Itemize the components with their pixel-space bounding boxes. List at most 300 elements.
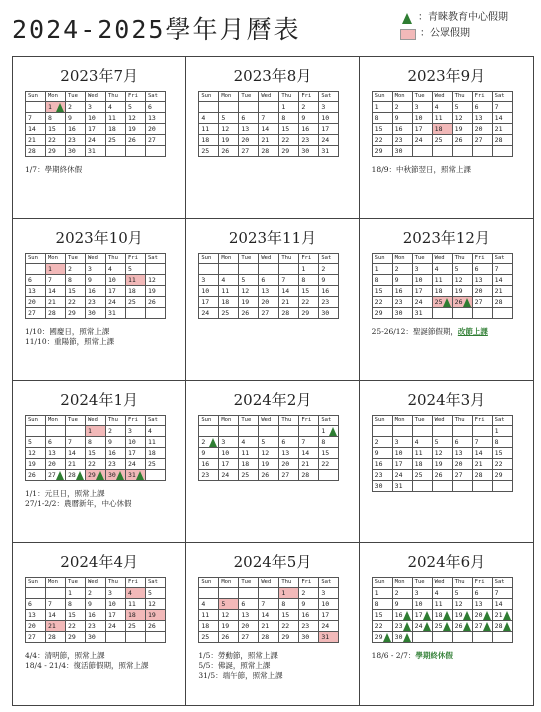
day-cell: 22	[319, 459, 339, 470]
day-cell	[259, 102, 279, 113]
day-cell: 25	[199, 146, 219, 157]
weekday-header: Thu	[106, 92, 126, 102]
day-cell	[472, 146, 492, 157]
day-cell: 29	[66, 632, 86, 643]
day-cell: 8	[372, 599, 392, 610]
day-cell: 12	[452, 275, 472, 286]
day-cell: 12	[452, 113, 472, 124]
day-cell	[492, 146, 512, 157]
day-cell	[126, 146, 146, 157]
note-text: 27/1-2/2：農曆新年，中心休假	[25, 499, 132, 508]
day-cell: 12	[26, 448, 46, 459]
day-cell: 19	[432, 459, 452, 470]
day-cell: 9	[299, 599, 319, 610]
day-cell: 4	[239, 437, 259, 448]
day-cell: 27	[146, 135, 166, 146]
weekday-header: Mon	[219, 416, 239, 426]
day-cell	[432, 481, 452, 492]
day-cell: 11	[126, 275, 146, 286]
note-line	[25, 651, 185, 661]
day-cell: 25	[219, 308, 239, 319]
day-cell: 19	[452, 286, 472, 297]
day-cell: 18	[126, 610, 146, 621]
weekday-header: Tue	[239, 416, 259, 426]
day-cell: 1	[299, 264, 319, 275]
day-cell: 23	[392, 135, 412, 146]
day-cell: 17	[412, 124, 432, 135]
day-cell: 5	[219, 113, 239, 124]
day-cell: 10	[392, 448, 412, 459]
day-cell: 18	[432, 286, 452, 297]
day-cell: 26	[259, 470, 279, 481]
month-card	[186, 381, 359, 543]
day-cell: 14	[472, 448, 492, 459]
week-row	[199, 297, 339, 308]
weekday-header: Wed	[86, 578, 106, 588]
note-text: 1/7：學期終休假	[25, 165, 83, 174]
weekday-header: Thu	[452, 416, 472, 426]
day-cell: 16	[86, 610, 106, 621]
month-notes	[25, 651, 185, 671]
day-cell: 2	[392, 102, 412, 113]
day-cell: 16	[299, 610, 319, 621]
day-cell: 20	[46, 459, 66, 470]
day-cell: 5	[126, 102, 146, 113]
day-cell	[219, 588, 239, 599]
note-text: 18/9：中秋節翌日，照常上課	[371, 165, 471, 174]
day-cell: 3	[412, 102, 432, 113]
day-cell: 8	[86, 437, 106, 448]
month-notes	[372, 651, 533, 661]
day-cell: 21	[492, 610, 512, 621]
weekday-header: Sun	[372, 254, 392, 264]
weekday-header: Thu	[279, 92, 299, 102]
day-cell: 9	[392, 113, 412, 124]
day-cell: 19	[259, 459, 279, 470]
note-line	[25, 489, 185, 499]
day-cell: 14	[279, 286, 299, 297]
day-cell: 24	[106, 297, 126, 308]
day-cell: 13	[279, 448, 299, 459]
day-cell: 20	[239, 621, 259, 632]
day-cell: 5	[126, 264, 146, 275]
weekday-header: Wed	[86, 254, 106, 264]
day-cell: 30	[299, 632, 319, 643]
day-cell: 19	[146, 286, 166, 297]
day-cell: 8	[299, 275, 319, 286]
day-cell: 2	[299, 102, 319, 113]
day-cell: 6	[259, 275, 279, 286]
day-cell: 4	[126, 588, 146, 599]
day-cell: 25	[432, 135, 452, 146]
week-row	[199, 621, 339, 632]
day-cell: 22	[66, 621, 86, 632]
weekday-header: Wed	[259, 578, 279, 588]
week-row	[26, 610, 166, 621]
day-cell: 25	[106, 135, 126, 146]
week-row	[199, 448, 339, 459]
day-cell: 15	[299, 286, 319, 297]
day-cell: 17	[219, 459, 239, 470]
day-cell: 5	[452, 588, 472, 599]
day-cell: 27	[259, 308, 279, 319]
day-cell: 4	[146, 426, 166, 437]
day-cell: 24	[412, 297, 432, 308]
day-cell: 13	[239, 124, 259, 135]
day-cell: 19	[146, 610, 166, 621]
day-cell	[452, 308, 472, 319]
day-cell: 15	[66, 286, 86, 297]
day-cell: 14	[259, 610, 279, 621]
day-cell	[452, 481, 472, 492]
day-cell: 24	[126, 459, 146, 470]
weekday-header: Tue	[66, 254, 86, 264]
month-title: 2024年1月	[60, 391, 139, 409]
day-cell: 4	[432, 102, 452, 113]
day-cell: 4	[412, 437, 432, 448]
day-cell: 10	[199, 286, 219, 297]
day-cell	[412, 426, 432, 437]
month-title: 2023年7月	[60, 67, 139, 85]
day-cell: 3	[319, 588, 339, 599]
weekday-header: Mon	[392, 416, 412, 426]
week-row	[372, 481, 512, 492]
day-cell: 14	[66, 448, 86, 459]
day-cell: 9	[86, 599, 106, 610]
week-row	[26, 135, 166, 146]
day-cell	[146, 308, 166, 319]
day-cell: 6	[239, 113, 259, 124]
day-cell: 4	[199, 599, 219, 610]
day-cell: 1	[279, 588, 299, 599]
week-row	[26, 275, 166, 286]
day-cell: 17	[412, 286, 432, 297]
day-cell: 7	[472, 437, 492, 448]
week-row	[26, 297, 166, 308]
day-cell: 10	[106, 599, 126, 610]
note-line	[25, 337, 185, 347]
weekday-header: Sat	[492, 416, 512, 426]
day-cell: 4	[106, 264, 126, 275]
week-row	[372, 470, 512, 481]
week-row	[372, 459, 512, 470]
week-row	[199, 470, 339, 481]
weekday-header: Fri	[299, 416, 319, 426]
day-cell: 26	[432, 470, 452, 481]
day-cell: 16	[86, 286, 106, 297]
day-cell: 27	[46, 470, 66, 481]
weekday-header: Thu	[106, 578, 126, 588]
note-line	[25, 499, 185, 509]
week-row	[199, 113, 339, 124]
day-cell: 11	[106, 113, 126, 124]
day-cell	[412, 632, 432, 643]
week-row	[199, 135, 339, 146]
day-cell: 28	[46, 632, 66, 643]
week-row	[372, 599, 512, 610]
day-cell: 8	[66, 275, 86, 286]
day-cell: 26	[452, 297, 472, 308]
weekday-header: Sun	[199, 254, 219, 264]
day-cell: 17	[412, 610, 432, 621]
day-cell: 15	[86, 448, 106, 459]
day-cell: 25	[239, 470, 259, 481]
day-cell: 26	[452, 621, 472, 632]
day-cell: 31	[319, 146, 339, 157]
day-cell	[106, 146, 126, 157]
day-cell	[259, 264, 279, 275]
weekday-header: Fri	[472, 416, 492, 426]
weekday-header: Sat	[492, 92, 512, 102]
weekday-header: Fri	[299, 578, 319, 588]
day-cell: 5	[452, 102, 472, 113]
day-cell: 21	[492, 124, 512, 135]
day-cell: 7	[46, 599, 66, 610]
day-cell: 12	[239, 286, 259, 297]
day-cell: 6	[146, 102, 166, 113]
day-cell: 11	[239, 448, 259, 459]
week-row	[199, 437, 339, 448]
week-row	[26, 308, 166, 319]
day-cell: 20	[472, 124, 492, 135]
day-cell: 27	[239, 146, 259, 157]
day-cell: 20	[259, 297, 279, 308]
day-cell: 1	[66, 588, 86, 599]
day-cell: 26	[146, 621, 166, 632]
day-cell: 15	[279, 124, 299, 135]
weekday-header: Sun	[372, 416, 392, 426]
month-table	[372, 91, 513, 157]
day-cell	[146, 146, 166, 157]
day-cell: 27	[472, 621, 492, 632]
day-cell: 21	[259, 621, 279, 632]
day-cell: 15	[46, 124, 66, 135]
day-cell: 23	[86, 297, 106, 308]
day-cell: 23	[392, 297, 412, 308]
day-cell	[219, 264, 239, 275]
day-cell: 16	[199, 459, 219, 470]
legend-public-label: ：公眾假期	[420, 28, 470, 39]
day-cell: 7	[299, 437, 319, 448]
day-cell: 10	[412, 113, 432, 124]
week-row	[26, 437, 166, 448]
day-cell: 22	[66, 297, 86, 308]
weekday-header: Sun	[199, 416, 219, 426]
day-cell: 24	[412, 135, 432, 146]
week-row	[199, 146, 339, 157]
day-cell: 14	[26, 124, 46, 135]
day-cell: 29	[372, 308, 392, 319]
weekday-header: Thu	[106, 416, 126, 426]
day-cell	[26, 426, 46, 437]
day-cell	[372, 426, 392, 437]
day-cell: 23	[319, 297, 339, 308]
day-cell: 28	[492, 297, 512, 308]
day-cell: 23	[299, 621, 319, 632]
day-cell: 11	[146, 437, 166, 448]
note-text: 4/4：清明節，照常上課	[25, 651, 105, 660]
week-row	[372, 308, 512, 319]
day-cell	[279, 426, 299, 437]
day-cell: 28	[26, 146, 46, 157]
day-cell: 20	[279, 459, 299, 470]
day-cell: 23	[66, 135, 86, 146]
month-card	[360, 57, 533, 219]
weekday-header: Wed	[432, 254, 452, 264]
day-cell: 13	[26, 286, 46, 297]
day-cell: 7	[259, 599, 279, 610]
day-cell: 24	[199, 308, 219, 319]
day-cell: 21	[279, 297, 299, 308]
day-cell: 20	[472, 286, 492, 297]
day-cell	[432, 426, 452, 437]
week-row	[199, 610, 339, 621]
day-cell: 7	[492, 588, 512, 599]
day-cell	[199, 102, 219, 113]
month-card	[13, 57, 186, 219]
day-cell: 24	[319, 621, 339, 632]
weekday-header: Wed	[259, 416, 279, 426]
day-cell: 11	[432, 275, 452, 286]
day-cell: 19	[126, 124, 146, 135]
week-row	[372, 275, 512, 286]
day-cell: 22	[372, 135, 392, 146]
day-cell	[126, 632, 146, 643]
day-cell: 25	[126, 297, 146, 308]
month-card	[360, 219, 533, 381]
week-row	[199, 264, 339, 275]
week-row	[372, 297, 512, 308]
day-cell: 18	[106, 124, 126, 135]
month-table	[25, 577, 166, 643]
day-cell: 14	[299, 448, 319, 459]
day-cell: 24	[412, 621, 432, 632]
month-card	[186, 543, 359, 705]
day-cell: 27	[239, 632, 259, 643]
day-cell: 18	[432, 124, 452, 135]
weekday-header: Sun	[26, 578, 46, 588]
day-cell	[46, 588, 66, 599]
day-cell: 8	[492, 437, 512, 448]
day-cell: 16	[392, 124, 412, 135]
day-cell: 28	[259, 146, 279, 157]
month-title: 2023年8月	[233, 67, 312, 85]
day-cell: 1	[46, 102, 66, 113]
weekday-header: Mon	[46, 416, 66, 426]
day-cell: 24	[86, 135, 106, 146]
weekday-header: Sun	[199, 92, 219, 102]
day-cell: 18	[432, 610, 452, 621]
day-cell: 10	[106, 275, 126, 286]
legend-center-holiday	[400, 10, 508, 26]
week-row	[199, 599, 339, 610]
day-cell	[299, 426, 319, 437]
legend-public-holiday	[400, 26, 508, 42]
month-title: 2023年12月	[402, 229, 490, 247]
day-cell: 8	[279, 113, 299, 124]
day-cell: 29	[46, 146, 66, 157]
weekday-header: Wed	[259, 254, 279, 264]
week-row	[26, 632, 166, 643]
day-cell: 16	[299, 124, 319, 135]
day-cell: 4	[219, 275, 239, 286]
day-cell: 26	[146, 297, 166, 308]
day-cell: 9	[372, 448, 392, 459]
day-cell: 20	[239, 135, 259, 146]
day-cell: 10	[86, 113, 106, 124]
note-line	[25, 661, 185, 671]
day-cell: 2	[66, 102, 86, 113]
month-notes	[25, 165, 185, 175]
day-cell: 1	[319, 426, 339, 437]
day-cell: 3	[126, 426, 146, 437]
weekday-header: Mon	[392, 578, 412, 588]
day-cell	[239, 588, 259, 599]
day-cell: 9	[299, 113, 319, 124]
month-title: 2024年2月	[233, 391, 312, 409]
day-cell: 16	[319, 286, 339, 297]
day-cell: 2	[86, 588, 106, 599]
day-cell: 22	[279, 135, 299, 146]
day-cell: 20	[472, 610, 492, 621]
month-notes	[372, 327, 533, 337]
day-cell: 19	[452, 124, 472, 135]
weekday-header: Fri	[472, 92, 492, 102]
week-row	[26, 426, 166, 437]
day-cell: 17	[126, 448, 146, 459]
day-cell: 21	[46, 297, 66, 308]
day-cell: 27	[279, 470, 299, 481]
week-row	[26, 448, 166, 459]
day-cell: 10	[126, 437, 146, 448]
weekday-header: Tue	[412, 416, 432, 426]
day-cell: 20	[452, 459, 472, 470]
week-row	[372, 632, 512, 643]
day-cell: 16	[372, 459, 392, 470]
weekday-header: Mon	[392, 254, 412, 264]
day-cell: 14	[46, 286, 66, 297]
weekday-header: Sat	[146, 92, 166, 102]
day-cell: 4	[106, 102, 126, 113]
week-row	[372, 437, 512, 448]
day-cell: 22	[46, 135, 66, 146]
day-cell: 30	[392, 308, 412, 319]
day-cell: 24	[106, 621, 126, 632]
day-cell: 17	[106, 610, 126, 621]
day-cell: 23	[372, 470, 392, 481]
day-cell	[219, 102, 239, 113]
day-cell: 3	[86, 264, 106, 275]
weekday-header: Mon	[46, 578, 66, 588]
day-cell: 13	[26, 610, 46, 621]
weekday-header: Sat	[492, 254, 512, 264]
weekday-header: Sat	[146, 578, 166, 588]
day-cell: 6	[472, 264, 492, 275]
day-cell: 28	[259, 632, 279, 643]
month-card	[186, 57, 359, 219]
day-cell: 21	[299, 459, 319, 470]
day-cell: 1	[46, 264, 66, 275]
month-title: 2024年5月	[233, 553, 312, 571]
day-cell: 17	[392, 459, 412, 470]
day-cell: 2	[319, 264, 339, 275]
note-line	[372, 651, 533, 661]
day-cell: 28	[279, 308, 299, 319]
day-cell	[106, 632, 126, 643]
month-table	[25, 91, 166, 157]
day-cell: 14	[46, 610, 66, 621]
weekday-header: Sat	[319, 254, 339, 264]
